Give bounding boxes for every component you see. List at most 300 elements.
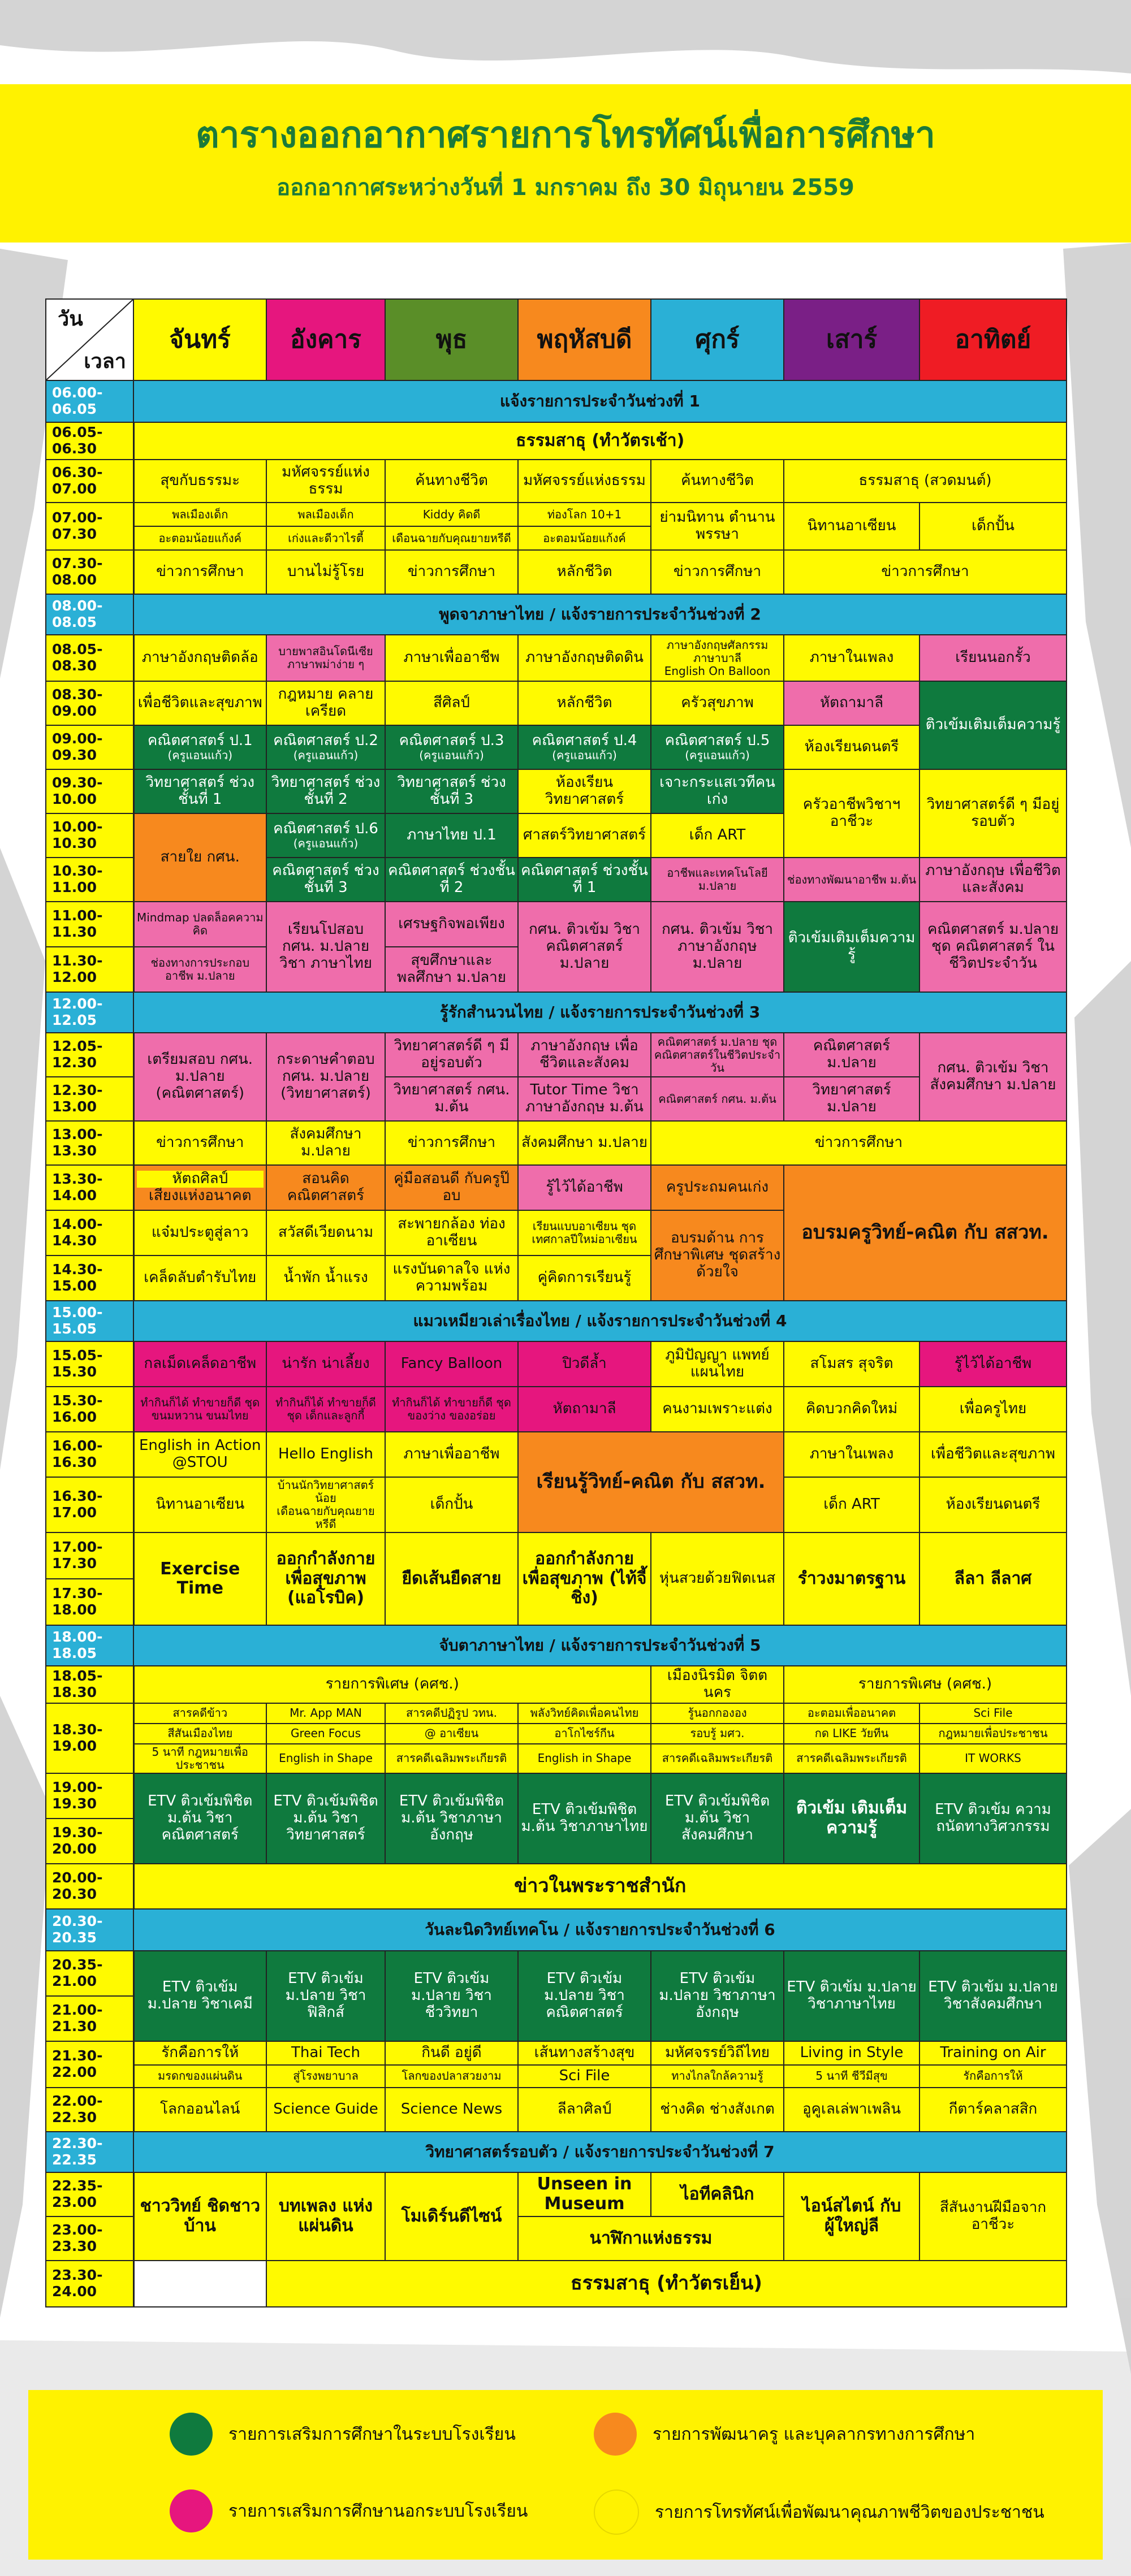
program-cell: สะพายกล้อง ท่องอาเซียน bbox=[385, 1210, 518, 1255]
program-line: เดือนฉายกับคุณยายหรีดี bbox=[277, 1504, 375, 1531]
program-cell: ไอน์สไตน์ กับผู้ใหญ่ลี bbox=[784, 2172, 920, 2261]
schedule-table bbox=[45, 298, 1067, 2307]
program-cell: ธรรมสาธุ (ทำวัตรเย็น) bbox=[266, 2261, 1067, 2307]
time-slot: 23.00-23.30 bbox=[46, 2216, 133, 2261]
day-header-tuesday: อังคาร bbox=[266, 299, 385, 380]
page-title: ตารางออกอากาศรายการโทรทัศน์เพื่อการศึกษา bbox=[196, 114, 935, 156]
program-line: (ครูแอนแก้ว) bbox=[552, 748, 617, 763]
program-cell: คิดบวกคิดใหม่ bbox=[784, 1387, 920, 1432]
program-cell: สวัสดีเวียดนาม bbox=[266, 1210, 385, 1255]
program-cell: ข่าวการศึกษา bbox=[385, 1121, 518, 1165]
program-cell: กินดี อยู่ดี bbox=[385, 2041, 518, 2065]
program-cell: Tutor Time วิชาภาษาอังกฤษ ม.ต้น bbox=[518, 1077, 651, 1121]
program-cell: วิทยาศาสตร์ ม.ปลาย bbox=[784, 1077, 920, 1121]
time-slot: 22.35-23.00 bbox=[46, 2172, 133, 2216]
program-cell: Unseen in Museum bbox=[518, 2172, 651, 2216]
program-cell: กลเม็ดเคล็ดอาชีพ bbox=[133, 1341, 266, 1387]
program-cell: โลกออนไลน์ bbox=[133, 2088, 266, 2132]
program-cell: สีสันเมืองไทย bbox=[133, 1724, 266, 1744]
legend-label: รายการเสริมการศึกษาในระบบโรงเรียน bbox=[228, 2424, 516, 2444]
program-cell: ลีลาศิลป์ bbox=[518, 2088, 651, 2132]
program-cell: English in Action @STOU bbox=[133, 1432, 266, 1477]
time-slot: 20.35-21.00 bbox=[46, 1951, 133, 1996]
program-cell: พลังวิทย์คิดเพื่อคนไทย bbox=[518, 1703, 651, 1724]
program-cell: บทเพลง แห่งแผ่นดิน bbox=[266, 2172, 385, 2261]
program-cell: ข่าวในพระราชสำนัก bbox=[133, 1864, 1067, 1909]
program-cell: คณิตศาสตร์ ช่วงชั้นที่ 3 bbox=[266, 858, 385, 902]
program-cell: เด็ก ART bbox=[651, 813, 784, 858]
program-cell: วิทยาศาสตร์ดี ๆ มีอยู่รอบตัว bbox=[385, 1033, 518, 1077]
legend-yellow-dot bbox=[594, 2490, 639, 2535]
program-line: คณิตศาสตร์ ป.2 bbox=[273, 731, 378, 749]
legend bbox=[28, 2390, 1103, 2560]
band-time: 20.30-20.35 bbox=[46, 1909, 133, 1951]
program-cell bbox=[651, 635, 784, 681]
program-cell: อาชีพและเทคโนโลยี ม.ปลาย bbox=[651, 858, 784, 902]
program-cell: Sci File bbox=[920, 1703, 1067, 1724]
time-slot: 06.05-06.30 bbox=[46, 422, 133, 460]
program-cell: Hello English bbox=[266, 1432, 385, 1477]
program-cell: หัตถามาลี bbox=[518, 1387, 651, 1432]
program-cell: ติวเข้มเติมเต็มความรู้ bbox=[784, 902, 920, 992]
program-cell: ภาษาอังกฤษติดล้อ bbox=[133, 635, 266, 681]
program-cell: พลเมืองเด็ก bbox=[266, 503, 385, 526]
program-cell: แจ๋มประตูสู่ลาว bbox=[133, 1210, 266, 1255]
program-cell: มรดกของแผ่นดิน bbox=[133, 2065, 266, 2088]
band-title: แจ้งรายการประจำวันช่วงที่ 1 bbox=[133, 380, 1067, 422]
program-cell: ช่องทางการประกอบอาชีพ ม.ปลาย bbox=[133, 947, 266, 992]
program-cell: Science News bbox=[385, 2088, 518, 2132]
program-cell: Mr. App MAN bbox=[266, 1703, 385, 1724]
legend-label: รายการพัฒนาครู และบุคลากรทางการศึกษา bbox=[653, 2424, 975, 2444]
program-cell: ศาสตร์วิทยาศาสตร์ bbox=[518, 813, 651, 858]
corner-cell bbox=[46, 299, 133, 380]
program-cell: เด็กปั้น bbox=[385, 1477, 518, 1532]
program-cell: ETV ติวเข้ม ม.ปลาย วิชาฟิสิกส์ bbox=[266, 1951, 385, 2041]
band-time: 08.00-08.05 bbox=[46, 594, 133, 635]
program-cell: คู่มือสอนดี กับครูป๊อบ bbox=[385, 1165, 518, 1210]
program-cell: ข่าวการศึกษา bbox=[784, 550, 1067, 594]
time-slot: 14.00-14.30 bbox=[46, 1210, 133, 1255]
program-cell: อูคูเลเล่พาเพลิน bbox=[784, 2088, 920, 2132]
time-slot: 19.00-19.30 bbox=[46, 1773, 133, 1819]
program-cell: ออกกำลังกาย เพื่อสุขภาพ (แอโรบิค) bbox=[266, 1532, 385, 1625]
program-line: (ครูแอนแก้ว) bbox=[167, 748, 233, 763]
time-slot: 09.30-10.00 bbox=[46, 769, 133, 813]
program-cell: ค้นทางชีวิต bbox=[651, 460, 784, 503]
program-cell: ภาษาอังกฤษ เพื่อชีวิตและสังคม bbox=[920, 858, 1067, 902]
program-cell: ภาษาในเพลง bbox=[784, 635, 920, 681]
program-cell: นิทานอาเซียน bbox=[784, 503, 920, 550]
program-cell: ภาษาอังกฤษ เพื่อชีวิตและสังคม bbox=[518, 1033, 651, 1077]
program-cell: Green Focus bbox=[266, 1724, 385, 1744]
program-cell: โมเดิร์นดีไซน์ bbox=[385, 2172, 518, 2261]
band-title: วันละนิดวิทย์เทคโน / แจ้งรายการประจำวันช่วงที่ 6 bbox=[133, 1909, 1067, 1951]
program-cell: ครัวอาชีพวิชาฯ อาชีวะ bbox=[784, 769, 920, 858]
program-cell: @ อาเซียน bbox=[385, 1724, 518, 1744]
program-cell: ไอทีคลินิก bbox=[651, 2172, 784, 2216]
program-cell: เก่งและดีวาไรตี้ bbox=[266, 526, 385, 550]
time-slot: 15.05-15.30 bbox=[46, 1341, 133, 1387]
program-line: ภาษาอังกฤษศัลกรรม bbox=[666, 638, 769, 652]
program-cell: ลีลา ลีลาศ bbox=[920, 1532, 1067, 1625]
program-cell: รำวงมาตรฐาน bbox=[784, 1532, 920, 1625]
program-cell: สอนคิดคณิตศาสตร์ bbox=[266, 1165, 385, 1210]
program-cell: ภาษาเพื่ออาชีพ bbox=[385, 635, 518, 681]
day-header-sunday: อาทิตย์ bbox=[920, 299, 1067, 380]
time-slot: 17.30-18.00 bbox=[46, 1579, 133, 1625]
program-cell: ช่างคิด ช่างสังเกต bbox=[651, 2088, 784, 2132]
program-cell: ธรรมสาธุ (สวดมนต์) bbox=[784, 460, 1067, 503]
program-cell: ETV ติวเข้มพิชิต ม.ต้น วิชาภาษาอังกฤษ bbox=[385, 1773, 518, 1864]
day-header-thursday: พฤหัสบดี bbox=[518, 299, 651, 380]
program-cell: ห้องเรียนดนตรี bbox=[784, 725, 920, 769]
program-cell: เส้นทางสร้างสุข bbox=[518, 2041, 651, 2065]
program-cell: Sci File bbox=[518, 2065, 651, 2088]
band-title: พูดจาภาษาไทย / แจ้งรายการประจำวันช่วงที่ 2 bbox=[133, 594, 1067, 635]
program-cell: สีศิลป์ bbox=[385, 681, 518, 725]
program-cell: ติวเข้มเติมเต็มความรู้ bbox=[920, 681, 1067, 769]
program-cell: คณิตศาสตร์ ม.ปลาย bbox=[784, 1033, 920, 1077]
program-cell: สารคดีปฏิรูป วทน. bbox=[385, 1703, 518, 1724]
program-cell: เรียนนอกรั้ว bbox=[920, 635, 1067, 681]
band-title: วิทยาศาสตร์รอบตัว / แจ้งรายการประจำวันช่วงที่ 7 bbox=[133, 2132, 1067, 2172]
time-slot: 10.00-10.30 bbox=[46, 813, 133, 858]
program-cell: พลเมืองเด็ก bbox=[133, 503, 266, 526]
program-cell: น่ารัก น่าเลี้ยง bbox=[266, 1341, 385, 1387]
time-slot: 18.05-18.30 bbox=[46, 1666, 133, 1703]
legend-item bbox=[170, 2490, 528, 2532]
page-subtitle: ออกอากาศระหว่างวันที่ 1 มกราคม ถึง 30 มิถุนายน 2559 bbox=[277, 175, 854, 201]
program-cell: สุขกับธรรมะ bbox=[133, 460, 266, 503]
program-cell: ETV ติวเข้ม ม.ปลาย วิชาภาษาอังกฤษ bbox=[651, 1951, 784, 2041]
program-cell: ภาษาในเพลง bbox=[784, 1432, 920, 1477]
program-cell: เด็กปั้น bbox=[920, 503, 1067, 550]
program-cell: หุ่นสวยด้วยฟิตเนส bbox=[651, 1532, 784, 1625]
program-line: English On Balloon bbox=[664, 664, 771, 678]
program-cell: ETV ติวเข้ม ม.ปลาย วิชาสังคมศึกษา bbox=[920, 1951, 1067, 2041]
corner-time-label: เวลา bbox=[84, 349, 126, 373]
program-line: เสียงแห่งอนาคต bbox=[148, 1187, 252, 1204]
legend-green-dot bbox=[170, 2413, 213, 2456]
program-cell: ครูประถมคนเก่ง bbox=[651, 1165, 784, 1210]
program-cell: รู้ไว้ได้อาชีพ bbox=[920, 1341, 1067, 1387]
program-line: บายพาสอินโดนีเซีย bbox=[278, 644, 373, 658]
band-time: 22.30-22.35 bbox=[46, 2132, 133, 2172]
program-cell: ย่ามนิทาน ตำนานพรรษา bbox=[651, 503, 784, 550]
program-cell: ค้นทางชีวิต bbox=[385, 460, 518, 503]
program-cell: รักคือการให้ bbox=[133, 2041, 266, 2065]
program-cell: ETV ติวเข้ม ม.ปลาย วิชาคณิตศาสตร์ bbox=[518, 1951, 651, 2041]
program-cell bbox=[266, 1477, 385, 1532]
program-cell bbox=[266, 813, 385, 858]
program-cell: Training on Air bbox=[920, 2041, 1067, 2065]
program-line: คณิตศาสตร์ ป.3 bbox=[399, 731, 504, 749]
program-line: ภาษาพม่าง่าย ๆ bbox=[287, 657, 365, 671]
program-cell: เจาะกระแสเวทีคนเก่ง bbox=[651, 769, 784, 813]
program-cell: Exercise Time bbox=[133, 1532, 266, 1625]
program-cell: ท่องโลก 10+1 bbox=[518, 503, 651, 526]
program-cell: ข่าวการศึกษา bbox=[651, 550, 784, 594]
program-cell bbox=[266, 635, 385, 681]
program-cell: ยืดเส้นยืดสาย bbox=[385, 1532, 518, 1625]
legend-label: รายการโทรทัศน์เพื่อพัฒนาคุณภาพชีวิตของประชาชน bbox=[655, 2502, 1044, 2522]
program-cell: เรียนแบบอาเซียน ชุด เทศกาลปีใหม่อาเซียน bbox=[518, 1210, 651, 1255]
program-cell: Living in Style bbox=[784, 2041, 920, 2065]
program-cell: เรียนโปสอบ กศน. ม.ปลาย วิชา ภาษาไทย bbox=[266, 902, 385, 992]
program-cell: มหัศจรรย์แห่งธรรม bbox=[518, 460, 651, 503]
program-cell: สู่โรงพยาบาล bbox=[266, 2065, 385, 2088]
program-cell: ข่าวการศึกษา bbox=[133, 1121, 266, 1165]
program-cell bbox=[266, 725, 385, 769]
time-slot: 18.30-19.00 bbox=[46, 1703, 133, 1773]
program-cell: ETV ติวเข้มพิชิต ม.ต้น วิชาสังคมศึกษา bbox=[651, 1773, 784, 1864]
program-cell bbox=[518, 725, 651, 769]
time-slot: 21.00-21.30 bbox=[46, 1996, 133, 2041]
program-line: บ้านนักวิทยาศาสตร์น้อย bbox=[277, 1478, 374, 1505]
band-title: รู้รักสำนวนไทย / แจ้งรายการประจำวันช่วงที่ 3 bbox=[133, 992, 1067, 1033]
time-slot: 12.05-12.30 bbox=[46, 1033, 133, 1077]
program-cell: อบรมครูวิทย์-คณิต กับ สสวท. bbox=[784, 1165, 1067, 1301]
program-cell: คณิตศาสตร์ ช่วงชั้นที่ 1 bbox=[518, 858, 651, 902]
program-cell: เพื่อชีวิตและสุขภาพ bbox=[920, 1432, 1067, 1477]
time-slot: 16.00-16.30 bbox=[46, 1432, 133, 1477]
program-cell: น้ำพัก น้ำแรง bbox=[266, 1255, 385, 1301]
day-header-wednesday: พุธ bbox=[385, 299, 518, 380]
corner-day-label: วัน bbox=[58, 308, 83, 331]
program-cell: ธรรมสาธุ (ทำวัตรเช้า) bbox=[133, 422, 1067, 460]
band-title: จับตาภาษาไทย / แจ้งรายการประจำวันช่วงที่ 5 bbox=[133, 1625, 1067, 1666]
program-cell: โลกของปลาสวยงาม bbox=[385, 2065, 518, 2088]
program-cell: เดือนฉายกับคุณยายหรีดี bbox=[385, 526, 518, 550]
program-cell bbox=[133, 725, 266, 769]
program-cell: สารคดีข้าว bbox=[133, 1703, 266, 1724]
program-cell: วิทยาศาสตร์ ช่วงชั้นที่ 3 bbox=[385, 769, 518, 813]
program-cell: สารคดีเฉลิมพระเกียรติ bbox=[784, 1744, 920, 1773]
time-slot: 13.30-14.00 bbox=[46, 1165, 133, 1210]
program-cell: มหัศจรรย์วิถีไทย bbox=[651, 2041, 784, 2065]
program-cell: สังคมศึกษา ม.ปลาย bbox=[518, 1121, 651, 1165]
header-banner bbox=[0, 84, 1131, 243]
program-cell: Thai Tech bbox=[266, 2041, 385, 2065]
time-slot: 07.00-07.30 bbox=[46, 503, 133, 550]
program-cell: หลักชีวิต bbox=[518, 550, 651, 594]
program-cell: ข่าวการศึกษา bbox=[133, 550, 266, 594]
program-cell: สังคมศึกษา ม.ปลาย bbox=[266, 1121, 385, 1165]
program-cell: สโมสร สุจริต bbox=[784, 1341, 920, 1387]
program-cell: วิทยาศาสตร์ กศน. ม.ต้น bbox=[385, 1077, 518, 1121]
program-cell: กีตาร์คลาสสิก bbox=[920, 2088, 1067, 2132]
legend-magenta-dot bbox=[170, 2490, 213, 2532]
time-slot: 12.30-13.00 bbox=[46, 1077, 133, 1121]
program-cell: เพื่อชีวิตและสุขภาพ bbox=[133, 681, 266, 725]
program-cell: เศรษฐกิจพอเพียง bbox=[385, 902, 518, 947]
program-cell: เรียนรู้วิทย์-คณิต กับ สสวท. bbox=[518, 1432, 784, 1532]
day-header-saturday: เสาร์ bbox=[784, 299, 920, 380]
program-cell: ETV ติวเข้ม ม.ปลาย วิชาเคมี bbox=[133, 1951, 266, 2041]
program-cell: ติวเข้ม เติมเต็มความรู้ bbox=[784, 1773, 920, 1864]
program-line: คณิตศาสตร์ ป.6 bbox=[273, 820, 378, 837]
time-slot: 10.30-11.00 bbox=[46, 858, 133, 902]
program-cell: สีสันงานฝีมือจาก อาชีวะ bbox=[920, 2172, 1067, 2261]
empty-cell bbox=[133, 2261, 266, 2307]
program-cell: มหัศจรรย์แห่งธรรม bbox=[266, 460, 385, 503]
program-cell: ห้องเรียน วิทยาศาสตร์ bbox=[518, 769, 651, 813]
program-cell: ข่าวการศึกษา bbox=[651, 1121, 1067, 1165]
program-cell: คณิตศาสตร์ ม.ปลาย ชุด คณิตศาสตร์ ในชีวิตประจำวัน bbox=[920, 902, 1067, 992]
program-cell: แรงบันดาลใจ แห่งความพร้อม bbox=[385, 1255, 518, 1301]
legend-item bbox=[170, 2413, 516, 2456]
program-cell: กด LIKE วัยทีน bbox=[784, 1724, 920, 1744]
program-line: (ครูแอนแก้ว) bbox=[685, 748, 750, 763]
time-slot: 23.30-24.00 bbox=[46, 2261, 133, 2307]
program-cell: วิทยาศาสตร์ดี ๆ มีอยู่รอบตัว bbox=[920, 769, 1067, 858]
program-cell: Science Guide bbox=[266, 2088, 385, 2132]
legend-orange-dot bbox=[594, 2413, 637, 2456]
program-cell: เตรียมสอบ กศน. ม.ปลาย (คณิตศาสตร์) bbox=[133, 1033, 266, 1121]
program-cell: สารคดีเฉลิมพระเกียรติ bbox=[385, 1744, 518, 1773]
program-line: (ครูแอนแก้ว) bbox=[419, 748, 484, 763]
program-cell: ภูมิปัญญา แพทย์แผนไทย bbox=[651, 1341, 784, 1387]
program-cell: อะตอมน้อยแก้งค์ bbox=[518, 526, 651, 550]
time-slot: 06.30-07.00 bbox=[46, 460, 133, 503]
program-cell: Kiddy คิดดี bbox=[385, 503, 518, 526]
program-cell: หัตถามาลี bbox=[784, 681, 920, 725]
legend-item bbox=[594, 2490, 1044, 2535]
program-cell: อะตอมน้อยแก้งค์ bbox=[133, 526, 266, 550]
program-cell bbox=[385, 725, 518, 769]
program-cell: ภาษาไทย ป.1 bbox=[385, 813, 518, 858]
time-slot: 11.30-12.00 bbox=[46, 947, 133, 992]
program-cell: กศน. ติวเข้ม วิชาสังคมศึกษา ม.ปลาย bbox=[920, 1033, 1067, 1121]
program-cell: เมืองนิรมิต จิตตนคร bbox=[651, 1666, 784, 1703]
program-line: คณิตศาสตร์ ป.1 bbox=[147, 731, 253, 749]
program-cell: ภาษาเพื่ออาชีพ bbox=[385, 1432, 518, 1477]
program-cell: นิทานอาเซียน bbox=[133, 1477, 266, 1532]
program-cell: ปิวดีล้ำ bbox=[518, 1341, 651, 1387]
program-cell: กศน. ติวเข้ม วิชาคณิตศาสตร์ ม.ปลาย bbox=[518, 902, 651, 992]
program-cell: คณิตศาสตร์ กศน. ม.ต้น bbox=[651, 1077, 784, 1121]
program-cell: อบรมด้าน การศึกษาพิเศษ ชุดสร้างด้วยใจ bbox=[651, 1210, 784, 1301]
program-cell: รายการพิเศษ (คศช.) bbox=[133, 1666, 651, 1703]
program-cell: ทำกินก็ได้ ทำขายก็ดี ชุด ขนมหวาน ขนมไทย bbox=[133, 1387, 266, 1432]
program-cell bbox=[133, 1165, 266, 1210]
program-line: (ครูแอนแก้ว) bbox=[293, 837, 359, 851]
band-time: 06.00-06.05 bbox=[46, 380, 133, 422]
time-slot: 08.30-09.00 bbox=[46, 681, 133, 725]
day-header-monday: จันทร์ bbox=[133, 299, 266, 380]
program-cell: รายการพิเศษ (คศช.) bbox=[784, 1666, 1067, 1703]
program-cell: รู้ไว้ได้อาชีพ bbox=[518, 1165, 651, 1210]
program-cell: กฎหมายเพื่อประชาชน bbox=[920, 1724, 1067, 1744]
program-cell: คู่คิดการเรียนรู้ bbox=[518, 1255, 651, 1301]
program-cell: บานไม่รู้โรย bbox=[266, 550, 385, 594]
program-cell: รอบรู้ มศว. bbox=[651, 1724, 784, 1744]
program-cell: ETV ติวเข้ม ม.ปลาย วิชาชีววิทยา bbox=[385, 1951, 518, 2041]
program-cell: วิทยาศาสตร์ ช่วงชั้นที่ 2 bbox=[266, 769, 385, 813]
program-cell: ทำกินก็ได้ ทำขายก็ดี ชุด ของว่าง ของอร่อย bbox=[385, 1387, 518, 1432]
time-slot: 20.00-20.30 bbox=[46, 1864, 133, 1909]
band-title: แมวเหมียวเล่าเรื่องไทย / แจ้งรายการประจำวันช่วงที่ 4 bbox=[133, 1301, 1067, 1341]
legend-label: รายการเสริมการศึกษานอกระบบโรงเรียน bbox=[228, 2501, 528, 2521]
time-slot: 07.30-08.00 bbox=[46, 550, 133, 594]
program-cell: กฎหมาย คลายเครียด bbox=[266, 681, 385, 725]
program-cell: ทางไกลใกล้ความรู้ bbox=[651, 2065, 784, 2088]
program-line: ภาษาบาลี bbox=[693, 651, 741, 665]
band-time: 15.00-15.05 bbox=[46, 1301, 133, 1341]
program-cell: สารคดีเฉลิมพระเกียรติ bbox=[651, 1744, 784, 1773]
time-slot: 14.30-15.00 bbox=[46, 1255, 133, 1301]
program-cell: ข่าวการศึกษา bbox=[385, 550, 518, 594]
program-cell: รู้นอกกององ bbox=[651, 1703, 784, 1724]
program-cell: Mindmap ปลดล็อคความคิด bbox=[133, 902, 266, 947]
program-cell: IT WORKS bbox=[920, 1744, 1067, 1773]
program-cell: หลักชีวิต bbox=[518, 681, 651, 725]
program-cell: กศน. ติวเข้ม วิชาภาษาอังกฤษ ม.ปลาย bbox=[651, 902, 784, 992]
program-cell: ออกกำลังกาย เพื่อสุขภาพ (ไท้จี้ชิ่ง) bbox=[518, 1532, 651, 1625]
program-cell: ETV ติวเข้ม ความถนัดทางวิศวกรรม bbox=[920, 1773, 1067, 1864]
program-cell: ชาววิทย์ ชิดชาวบ้าน bbox=[133, 2172, 266, 2261]
program-cell: English in Shape bbox=[266, 1744, 385, 1773]
time-slot: 09.00-09.30 bbox=[46, 725, 133, 769]
program-line: คณิตศาสตร์ ป.4 bbox=[532, 731, 637, 749]
program-line: (ครูแอนแก้ว) bbox=[293, 748, 359, 763]
program-cell: 5 นาที ชีวีมีสุข bbox=[784, 2065, 920, 2088]
program-cell: Fancy Balloon bbox=[385, 1341, 518, 1387]
time-slot: 21.30-22.00 bbox=[46, 2041, 133, 2088]
program-cell: ช่องทางพัฒนาอาชีพ ม.ต้น bbox=[784, 858, 920, 902]
program-cell: เด็ก ART bbox=[784, 1477, 920, 1532]
program-cell: ห้องเรียนดนตรี bbox=[920, 1477, 1067, 1532]
program-cell: รักคือการให้ bbox=[920, 2065, 1067, 2088]
program-cell bbox=[651, 725, 784, 769]
legend-item bbox=[594, 2413, 975, 2456]
program-cell: ETV ติวเข้มพิชิต ม.ต้น วิชาวิทยาศาสตร์ bbox=[266, 1773, 385, 1864]
program-cell: เพื่อครูไทย bbox=[920, 1387, 1067, 1432]
program-cell: ทำกินก็ได้ ทำขายก็ดี ชุด เด็กและลูกกี้ bbox=[266, 1387, 385, 1432]
program-line: คณิตศาสตร์ ป.5 bbox=[664, 731, 770, 749]
time-slot: 19.30-20.00 bbox=[46, 1819, 133, 1864]
band-time: 18.00-18.05 bbox=[46, 1625, 133, 1666]
program-cell: กระดาษคำตอบ กศน. ม.ปลาย (วิทยาศาสตร์) bbox=[266, 1033, 385, 1121]
time-slot: 22.00-22.30 bbox=[46, 2088, 133, 2132]
time-slot: 16.30-17.00 bbox=[46, 1477, 133, 1532]
program-cell: วิทยาศาสตร์ ช่วงชั้นที่ 1 bbox=[133, 769, 266, 813]
time-slot: 11.00-11.30 bbox=[46, 902, 133, 947]
time-slot: 13.00-13.30 bbox=[46, 1121, 133, 1165]
program-cell: ETV ติวเข้ม ม.ปลาย วิชาภาษาไทย bbox=[784, 1951, 920, 2041]
band-time: 12.00-12.05 bbox=[46, 992, 133, 1033]
program-cell: ภาษาอังกฤษติดดิน bbox=[518, 635, 651, 681]
program-cell: English in Shape bbox=[518, 1744, 651, 1773]
program-cell: คณิตศาสตร์ ช่วงชั้นที่ 2 bbox=[385, 858, 518, 902]
time-slot: 17.00-17.30 bbox=[46, 1532, 133, 1579]
program-cell: ETV ติวเข้มพิชิต ม.ต้น วิชาคณิตศาสตร์ bbox=[133, 1773, 266, 1864]
program-cell: นาฬิกาแห่งธรรม bbox=[518, 2216, 784, 2261]
program-cell: คณิตศาสตร์ ม.ปลาย ชุด คณิตศาสตร์ในชีวิตประจำวัน bbox=[651, 1033, 784, 1077]
time-slot: 15.30-16.00 bbox=[46, 1387, 133, 1432]
time-slot: 08.05-08.30 bbox=[46, 635, 133, 681]
day-header-friday: ศุกร์ bbox=[651, 299, 784, 380]
program-cell: คนงามเพราะแต่ง bbox=[651, 1387, 784, 1432]
program-cell: ครัวสุขภาพ bbox=[651, 681, 784, 725]
program-cell: ETV ติวเข้มพิชิต ม.ต้น วิชาภาษาไทย bbox=[518, 1773, 651, 1864]
program-cell: เคล็ดลับตำรับไทย bbox=[133, 1255, 266, 1301]
program-cell: สุขศึกษาและพลศึกษา ม.ปลาย bbox=[385, 947, 518, 992]
program-line: หัตถศิลป์ bbox=[137, 1171, 264, 1188]
program-cell: 5 นาที กฎหมายเพื่อประชาชน bbox=[133, 1744, 266, 1773]
program-cell: อะตอมเพื่ออนาคต bbox=[784, 1703, 920, 1724]
